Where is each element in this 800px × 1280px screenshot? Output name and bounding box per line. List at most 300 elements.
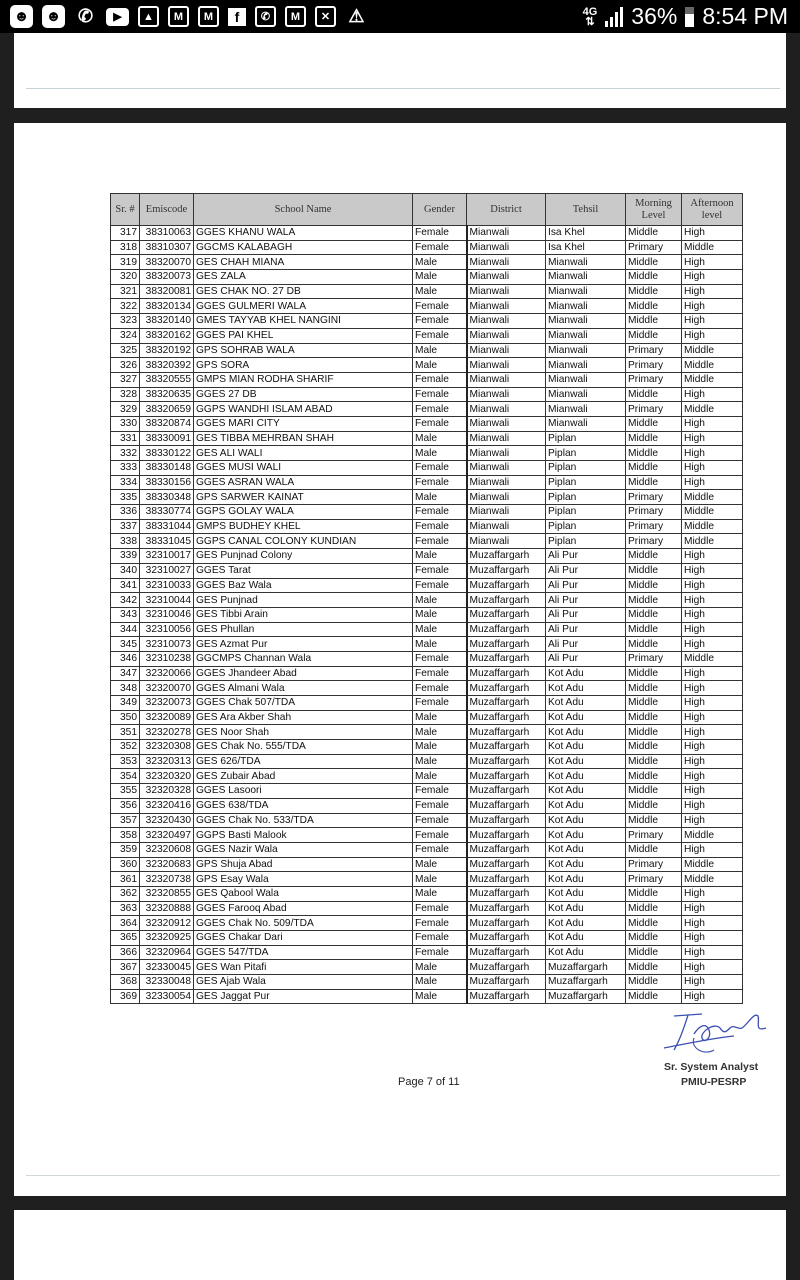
- col-afternoon-level: Afternoon level: [682, 194, 743, 226]
- district-cell: Muzaffargarh: [467, 989, 546, 1004]
- sr-cell: 325: [111, 343, 140, 358]
- gender-cell: Male: [413, 431, 467, 446]
- afternoon-level-cell: Middle: [682, 857, 743, 872]
- tehsil-cell: Kot Adu: [546, 872, 626, 887]
- gender-cell: Female: [413, 828, 467, 843]
- morning-level-cell: Middle: [626, 622, 682, 637]
- afternoon-level-cell: High: [682, 725, 743, 740]
- table-row: [111, 681, 743, 696]
- morning-level-cell: Middle: [626, 284, 682, 299]
- morning-level-cell: Middle: [626, 314, 682, 329]
- morning-level-cell: Middle: [626, 637, 682, 652]
- emiscode-cell: 32320925: [140, 931, 194, 946]
- emiscode-cell: 32310017: [140, 549, 194, 564]
- school-name-cell: GES 626/TDA: [194, 754, 413, 769]
- school-name-cell: GGES Jhandeer Abad: [194, 666, 413, 681]
- district-cell: Muzaffargarh: [467, 651, 546, 666]
- signatory-title: Sr. System Analyst: [664, 1061, 759, 1073]
- table-row: [111, 607, 743, 622]
- emiscode-cell: 38320635: [140, 387, 194, 402]
- document-page[interactable]: [14, 123, 786, 1196]
- table-row: [111, 416, 743, 431]
- morning-level-cell: Middle: [626, 813, 682, 828]
- sr-cell: 363: [111, 901, 140, 916]
- gender-cell: Female: [413, 402, 467, 417]
- sr-cell: 367: [111, 960, 140, 975]
- school-name-cell: GES Punjnad Colony: [194, 549, 413, 564]
- morning-level-cell: Primary: [626, 505, 682, 520]
- school-name-cell: GGPS GOLAY WALA: [194, 505, 413, 520]
- system-indicators: [583, 0, 788, 33]
- afternoon-level-cell: High: [682, 549, 743, 564]
- school-name-cell: GGES Lasoori: [194, 784, 413, 799]
- sr-cell: 342: [111, 593, 140, 608]
- battery-icon: [685, 7, 694, 27]
- afternoon-level-cell: High: [682, 284, 743, 299]
- sr-cell: 337: [111, 519, 140, 534]
- emiscode-cell: 38330148: [140, 461, 194, 476]
- table-row: [111, 328, 743, 343]
- emiscode-cell: 32310044: [140, 593, 194, 608]
- tehsil-cell: Mianwali: [546, 299, 626, 314]
- district-cell: Mianwali: [467, 416, 546, 431]
- afternoon-level-cell: Middle: [682, 358, 743, 373]
- school-name-cell: GGES Chak No. 509/TDA: [194, 916, 413, 931]
- emiscode-cell: 32320608: [140, 842, 194, 857]
- gender-cell: Male: [413, 343, 467, 358]
- gender-cell: Female: [413, 563, 467, 578]
- table-row: [111, 593, 743, 608]
- afternoon-level-cell: High: [682, 431, 743, 446]
- clock: 8:54 PM: [702, 3, 788, 29]
- sr-cell: 345: [111, 637, 140, 652]
- gender-cell: Female: [413, 798, 467, 813]
- gender-cell: Female: [413, 842, 467, 857]
- table-row: [111, 696, 743, 711]
- sr-cell: 353: [111, 754, 140, 769]
- table-row: [111, 960, 743, 975]
- afternoon-level-cell: Middle: [682, 372, 743, 387]
- district-cell: Mianwali: [467, 240, 546, 255]
- district-cell: Muzaffargarh: [467, 593, 546, 608]
- sr-cell: 341: [111, 578, 140, 593]
- sr-cell: 334: [111, 475, 140, 490]
- gender-cell: Male: [413, 593, 467, 608]
- table-row: [111, 901, 743, 916]
- table-row: [111, 284, 743, 299]
- tehsil-cell: Mianwali: [546, 372, 626, 387]
- emiscode-cell: 38320140: [140, 314, 194, 329]
- tehsil-cell: Ali Pur: [546, 549, 626, 564]
- sr-cell: 336: [111, 505, 140, 520]
- status-bar: [0, 0, 800, 33]
- district-cell: Muzaffargarh: [467, 842, 546, 857]
- sr-cell: 343: [111, 607, 140, 622]
- sr-cell: 365: [111, 931, 140, 946]
- school-name-cell: GGPS CANAL COLONY KUNDIAN: [194, 534, 413, 549]
- school-name-cell: GGES 27 DB: [194, 387, 413, 402]
- school-name-cell: GGES MUSI WALI: [194, 461, 413, 476]
- afternoon-level-cell: High: [682, 387, 743, 402]
- morning-level-cell: Primary: [626, 402, 682, 417]
- gender-cell: Male: [413, 754, 467, 769]
- afternoon-level-cell: High: [682, 901, 743, 916]
- sr-cell: 356: [111, 798, 140, 813]
- school-name-cell: GGES Tarat: [194, 563, 413, 578]
- emiscode-cell: 32330048: [140, 975, 194, 990]
- wifi-calling-icon: ✆: [255, 6, 276, 27]
- gender-cell: Male: [413, 857, 467, 872]
- morning-level-cell: Middle: [626, 784, 682, 799]
- tehsil-cell: Piplan: [546, 505, 626, 520]
- morning-level-cell: Middle: [626, 607, 682, 622]
- afternoon-level-cell: High: [682, 740, 743, 755]
- table-row: [111, 461, 743, 476]
- school-name-cell: GES Chak No. 555/TDA: [194, 740, 413, 755]
- afternoon-level-cell: High: [682, 798, 743, 813]
- sr-cell: 335: [111, 490, 140, 505]
- tehsil-cell: Mianwali: [546, 314, 626, 329]
- tehsil-cell: Kot Adu: [546, 813, 626, 828]
- morning-level-cell: Middle: [626, 754, 682, 769]
- tehsil-cell: Piplan: [546, 446, 626, 461]
- gender-cell: Male: [413, 607, 467, 622]
- page-rule: [26, 1175, 780, 1176]
- tehsil-cell: Piplan: [546, 475, 626, 490]
- emiscode-cell: 38330122: [140, 446, 194, 461]
- emiscode-cell: 32320089: [140, 710, 194, 725]
- sr-cell: 346: [111, 651, 140, 666]
- tehsil-cell: Muzaffargarh: [546, 975, 626, 990]
- sr-cell: 351: [111, 725, 140, 740]
- gmail-icon: M: [168, 6, 189, 27]
- table-row: [111, 314, 743, 329]
- gender-cell: Female: [413, 416, 467, 431]
- morning-level-cell: Middle: [626, 461, 682, 476]
- emiscode-cell: 32310027: [140, 563, 194, 578]
- table-row: [111, 784, 743, 799]
- school-name-cell: GES Ara Akber Shah: [194, 710, 413, 725]
- morning-level-cell: Primary: [626, 857, 682, 872]
- sr-cell: 319: [111, 255, 140, 270]
- gender-cell: Male: [413, 710, 467, 725]
- table-row: [111, 372, 743, 387]
- tehsil-cell: Kot Adu: [546, 842, 626, 857]
- district-cell: Muzaffargarh: [467, 901, 546, 916]
- afternoon-level-cell: Middle: [682, 343, 743, 358]
- tehsil-cell: Kot Adu: [546, 710, 626, 725]
- emiscode-cell: 38330156: [140, 475, 194, 490]
- afternoon-level-cell: Middle: [682, 402, 743, 417]
- gender-cell: Female: [413, 299, 467, 314]
- sr-cell: 321: [111, 284, 140, 299]
- next-page[interactable]: [14, 1210, 786, 1280]
- emiscode-cell: 32320430: [140, 813, 194, 828]
- col-emiscode: Emiscode: [140, 194, 194, 226]
- sr-cell: 322: [111, 299, 140, 314]
- gender-cell: Male: [413, 886, 467, 901]
- emiscode-cell: 32310073: [140, 637, 194, 652]
- afternoon-level-cell: Middle: [682, 534, 743, 549]
- col-morning-level: Morning Level: [626, 194, 682, 226]
- morning-level-cell: Primary: [626, 490, 682, 505]
- signature-image: [654, 1008, 774, 1063]
- tehsil-cell: Mianwali: [546, 328, 626, 343]
- whatsapp-icon: ✆: [77, 6, 94, 26]
- gender-cell: Male: [413, 769, 467, 784]
- gender-cell: Male: [413, 358, 467, 373]
- table-row: [111, 358, 743, 373]
- signal-icon: [605, 7, 623, 27]
- district-cell: Mianwali: [467, 505, 546, 520]
- emiscode-cell: 32320328: [140, 784, 194, 799]
- emiscode-cell: 32320497: [140, 828, 194, 843]
- sr-cell: 361: [111, 872, 140, 887]
- school-name-cell: GES Ajab Wala: [194, 975, 413, 990]
- sr-cell: 344: [111, 622, 140, 637]
- sr-cell: 340: [111, 563, 140, 578]
- district-cell: Mianwali: [467, 226, 546, 241]
- gmail-icon: M: [285, 6, 306, 27]
- district-cell: Mianwali: [467, 358, 546, 373]
- sr-cell: 318: [111, 240, 140, 255]
- morning-level-cell: Middle: [626, 431, 682, 446]
- district-cell: Muzaffargarh: [467, 549, 546, 564]
- district-cell: Muzaffargarh: [467, 696, 546, 711]
- afternoon-level-cell: High: [682, 710, 743, 725]
- district-cell: Mianwali: [467, 461, 546, 476]
- tehsil-cell: Kot Adu: [546, 696, 626, 711]
- tehsil-cell: Kot Adu: [546, 828, 626, 843]
- sr-cell: 324: [111, 328, 140, 343]
- gender-cell: Male: [413, 637, 467, 652]
- district-cell: Muzaffargarh: [467, 872, 546, 887]
- afternoon-level-cell: High: [682, 931, 743, 946]
- afternoon-level-cell: High: [682, 666, 743, 681]
- notification-icons: [0, 5, 368, 28]
- school-name-cell: GES Zubair Abad: [194, 769, 413, 784]
- school-name-cell: GGES Baz Wala: [194, 578, 413, 593]
- gender-cell: Female: [413, 240, 467, 255]
- table-row: [111, 872, 743, 887]
- table-row: [111, 563, 743, 578]
- tehsil-cell: Kot Adu: [546, 798, 626, 813]
- gender-cell: Female: [413, 314, 467, 329]
- morning-level-cell: Middle: [626, 901, 682, 916]
- emiscode-cell: 32320308: [140, 740, 194, 755]
- emiscode-cell: 32320738: [140, 872, 194, 887]
- school-name-cell: GGES Chak 507/TDA: [194, 696, 413, 711]
- morning-level-cell: Middle: [626, 299, 682, 314]
- gender-cell: Female: [413, 945, 467, 960]
- table-row: [111, 710, 743, 725]
- school-name-cell: GGES Nazir Wala: [194, 842, 413, 857]
- district-cell: Muzaffargarh: [467, 960, 546, 975]
- table-row: [111, 989, 743, 1004]
- morning-level-cell: Middle: [626, 886, 682, 901]
- emiscode-cell: 32320320: [140, 769, 194, 784]
- sr-cell: 339: [111, 549, 140, 564]
- district-cell: Mianwali: [467, 402, 546, 417]
- afternoon-level-cell: High: [682, 563, 743, 578]
- morning-level-cell: Middle: [626, 255, 682, 270]
- sr-cell: 326: [111, 358, 140, 373]
- emiscode-cell: 32310046: [140, 607, 194, 622]
- schools-table: [110, 193, 743, 1004]
- emiscode-cell: 38331044: [140, 519, 194, 534]
- table-row: [111, 754, 743, 769]
- tehsil-cell: Ali Pur: [546, 637, 626, 652]
- page-number: Page 7 of 11: [398, 1076, 460, 1088]
- tehsil-cell: Ali Pur: [546, 578, 626, 593]
- school-name-cell: GMPS MIAN RODHA SHARIF: [194, 372, 413, 387]
- table-row: [111, 578, 743, 593]
- facebook-icon: f: [228, 8, 246, 26]
- tehsil-cell: Kot Adu: [546, 886, 626, 901]
- warning-icon: ⚠: [348, 6, 365, 26]
- morning-level-cell: Primary: [626, 872, 682, 887]
- emiscode-cell: 38320162: [140, 328, 194, 343]
- sr-cell: 368: [111, 975, 140, 990]
- emiscode-cell: 38331045: [140, 534, 194, 549]
- gender-cell: Female: [413, 226, 467, 241]
- table-row: [111, 519, 743, 534]
- sr-cell: 333: [111, 461, 140, 476]
- emiscode-cell: 38320070: [140, 255, 194, 270]
- district-cell: Muzaffargarh: [467, 681, 546, 696]
- emiscode-cell: 38320134: [140, 299, 194, 314]
- afternoon-level-cell: High: [682, 475, 743, 490]
- school-name-cell: GGCMS KALABAGH: [194, 240, 413, 255]
- tehsil-cell: Mianwali: [546, 343, 626, 358]
- page-rule: [26, 88, 780, 89]
- morning-level-cell: Middle: [626, 666, 682, 681]
- table-row: [111, 475, 743, 490]
- morning-level-cell: Middle: [626, 945, 682, 960]
- emiscode-cell: 38330091: [140, 431, 194, 446]
- emiscode-cell: 38320874: [140, 416, 194, 431]
- gender-cell: Male: [413, 975, 467, 990]
- afternoon-level-cell: High: [682, 255, 743, 270]
- tehsil-cell: Muzaffargarh: [546, 989, 626, 1004]
- school-name-cell: GGES PAI KHEL: [194, 328, 413, 343]
- tehsil-cell: Isa Khel: [546, 226, 626, 241]
- table-row: [111, 622, 743, 637]
- afternoon-level-cell: High: [682, 607, 743, 622]
- tehsil-cell: Kot Adu: [546, 769, 626, 784]
- tehsil-cell: Ali Pur: [546, 593, 626, 608]
- gender-cell: Female: [413, 651, 467, 666]
- tehsil-cell: Piplan: [546, 431, 626, 446]
- afternoon-level-cell: High: [682, 270, 743, 285]
- tehsil-cell: Ali Pur: [546, 622, 626, 637]
- table-header-row: [111, 194, 743, 226]
- table-row: [111, 387, 743, 402]
- battery-percent: 36%: [631, 3, 678, 29]
- emiscode-cell: 38310063: [140, 226, 194, 241]
- morning-level-cell: Middle: [626, 226, 682, 241]
- morning-level-cell: Middle: [626, 578, 682, 593]
- network-type-icon: 4G ⇅: [582, 5, 598, 28]
- district-cell: Mianwali: [467, 343, 546, 358]
- district-cell: Muzaffargarh: [467, 798, 546, 813]
- morning-level-cell: Middle: [626, 563, 682, 578]
- afternoon-level-cell: Middle: [682, 240, 743, 255]
- tehsil-cell: Piplan: [546, 519, 626, 534]
- school-name-cell: GGES Chak No. 533/TDA: [194, 813, 413, 828]
- afternoon-level-cell: High: [682, 945, 743, 960]
- tehsil-cell: Piplan: [546, 534, 626, 549]
- school-name-cell: GGPS WANDHI ISLAM ABAD: [194, 402, 413, 417]
- table-body: [111, 226, 743, 1004]
- emiscode-cell: 32320313: [140, 754, 194, 769]
- table-row: [111, 886, 743, 901]
- morning-level-cell: Middle: [626, 270, 682, 285]
- gender-cell: Female: [413, 666, 467, 681]
- tehsil-cell: Piplan: [546, 461, 626, 476]
- tehsil-cell: Kot Adu: [546, 916, 626, 931]
- school-name-cell: GES TIBBA MEHRBAN SHAH: [194, 431, 413, 446]
- emiscode-cell: 38320392: [140, 358, 194, 373]
- table-row: [111, 769, 743, 784]
- district-cell: Muzaffargarh: [467, 857, 546, 872]
- district-cell: Mianwali: [467, 519, 546, 534]
- gender-cell: Male: [413, 725, 467, 740]
- tehsil-cell: Mianwali: [546, 402, 626, 417]
- school-name-cell: GGES Chakar Dari: [194, 931, 413, 946]
- school-name-cell: GGES Almani Wala: [194, 681, 413, 696]
- col-school-name: School Name: [194, 194, 413, 226]
- tehsil-cell: Mianwali: [546, 284, 626, 299]
- emiscode-cell: 32320888: [140, 901, 194, 916]
- gender-cell: Female: [413, 916, 467, 931]
- afternoon-level-cell: High: [682, 886, 743, 901]
- tehsil-cell: Piplan: [546, 490, 626, 505]
- table-row: [111, 666, 743, 681]
- gender-cell: Male: [413, 549, 467, 564]
- sr-cell: 359: [111, 842, 140, 857]
- afternoon-level-cell: High: [682, 681, 743, 696]
- morning-level-cell: Primary: [626, 358, 682, 373]
- tehsil-cell: Mianwali: [546, 358, 626, 373]
- morning-level-cell: Primary: [626, 372, 682, 387]
- district-cell: Mianwali: [467, 387, 546, 402]
- afternoon-level-cell: High: [682, 960, 743, 975]
- school-name-cell: GES CHAK NO. 27 DB: [194, 284, 413, 299]
- morning-level-cell: Middle: [626, 681, 682, 696]
- school-name-cell: GGES GULMERI WALA: [194, 299, 413, 314]
- tehsil-cell: Muzaffargarh: [546, 960, 626, 975]
- gender-cell: Female: [413, 696, 467, 711]
- school-name-cell: GMES TAYYAB KHEL NANGINI: [194, 314, 413, 329]
- col-sr: Sr. #: [111, 194, 140, 226]
- previous-page[interactable]: [14, 33, 786, 108]
- gender-cell: Male: [413, 740, 467, 755]
- table-row: [111, 857, 743, 872]
- district-cell: Mianwali: [467, 490, 546, 505]
- gender-cell: Female: [413, 505, 467, 520]
- col-tehsil: Tehsil: [546, 194, 626, 226]
- gender-cell: Male: [413, 446, 467, 461]
- afternoon-level-cell: Middle: [682, 651, 743, 666]
- morning-level-cell: Middle: [626, 975, 682, 990]
- morning-level-cell: Primary: [626, 828, 682, 843]
- school-name-cell: GGES 638/TDA: [194, 798, 413, 813]
- gender-cell: Male: [413, 490, 467, 505]
- tehsil-cell: Mianwali: [546, 416, 626, 431]
- district-cell: Muzaffargarh: [467, 710, 546, 725]
- table-row: [111, 975, 743, 990]
